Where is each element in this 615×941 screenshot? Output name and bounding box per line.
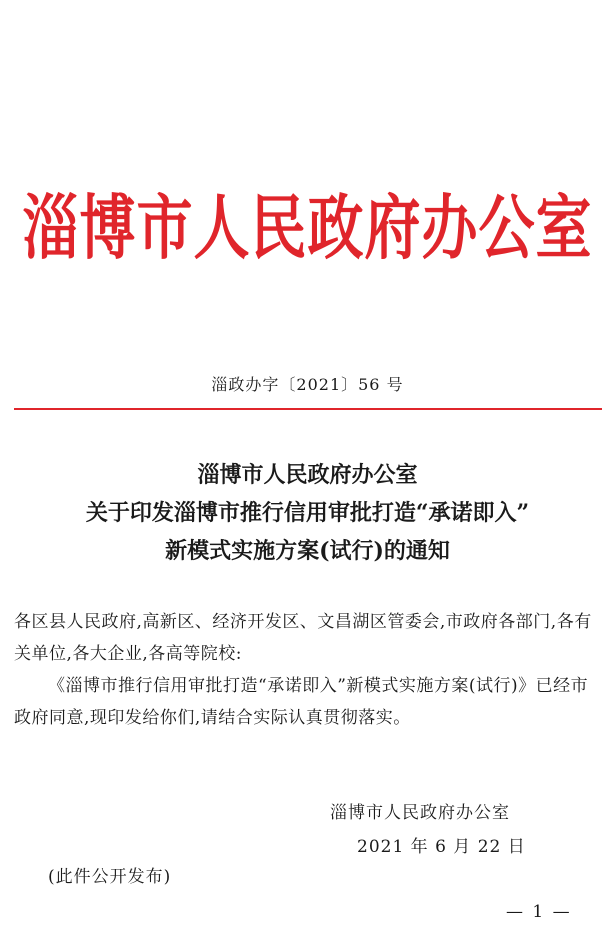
- page-number: — 1 —: [506, 902, 572, 922]
- notice-title: [0, 456, 615, 570]
- document-number: 淄政办字〔2021〕56 号: [211, 375, 404, 394]
- masthead-title: 淄博市人民政府办公室: [22, 186, 593, 270]
- issuer-signature: 淄博市人民政府办公室: [330, 803, 510, 823]
- issue-date: 2021 年 6 月 22 日: [357, 837, 526, 857]
- red-divider-line: [14, 408, 602, 410]
- notice-title-line-1: 淄博市人民政府办公室: [197, 462, 418, 488]
- main-paragraph: 《淄博市推行信用审批打造“承诺即入”新模式实施方案(试行)》已经市政府同意,现印发给你们,请结合实际认真贯彻落实。: [14, 676, 589, 728]
- notice-body: [14, 606, 602, 734]
- notice-title-line-3: 新模式实施方案(试行)的通知: [165, 538, 450, 564]
- notice-title-line-2: 关于印发淄博市推行信用审批打造“承诺即入”: [85, 500, 530, 526]
- recipients-paragraph: 各区县人民政府,高新区、经济开发区、文昌湖区管委会,市政府各部门,各有关单位,各大企业,各高等院校:: [14, 612, 592, 664]
- publication-note: (此件公开发布): [48, 867, 172, 887]
